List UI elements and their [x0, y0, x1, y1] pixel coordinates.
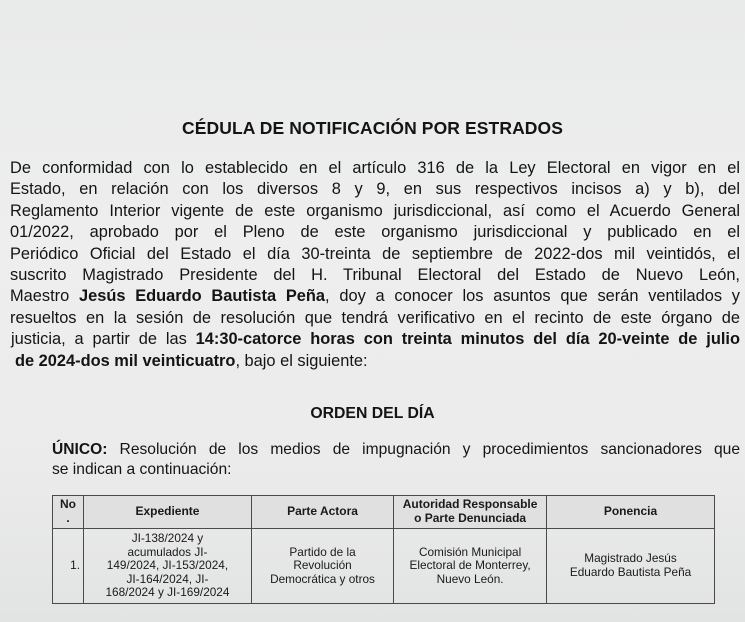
header-expediente: Expediente: [84, 496, 252, 529]
paragraph-line-6: suscrito Magistrado Presidente del H. Tribunal Electoral del Estado de Nuevo León,: [10, 266, 740, 285]
paragraph-line-7: [10, 286, 740, 307]
header-autoridad-line1: Autoridad Responsable: [402, 497, 538, 512]
table-header-row: [53, 496, 715, 529]
line7-pre: Maestro: [10, 287, 79, 306]
table-row: [53, 529, 715, 604]
header-no-dot: .: [66, 511, 70, 525]
unico-label: ÚNICO:: [52, 441, 108, 458]
session-time: 14:30-catorce horas con treinta minutos del día 20-veinte de julio: [195, 330, 740, 349]
header-no: [53, 496, 84, 529]
unico-line-1: [52, 440, 740, 460]
header-autoridad: [394, 496, 547, 529]
header-autoridad-line2: o Parte Denunciada: [414, 511, 527, 525]
paragraph-line-4: 01/2022, aprobado por el Pleno de este organismo jurisdiccional y publicado en el: [10, 223, 740, 242]
line9-pre: justicia, a partir de las: [11, 330, 196, 349]
expediente-line: 168/2024 y JI-169/2024: [105, 585, 230, 600]
header-ponencia: Ponencia: [547, 496, 715, 529]
expediente-line: acumulados JI-: [127, 544, 208, 559]
paragraph-line-3: Reglamento Interior vigente de este organismo jurisdiccional, así como el Acuerdo General: [10, 201, 740, 220]
ponencia-line: Magistrado Jesús: [584, 551, 677, 566]
autoridad-line: Comisión Municipal: [418, 544, 522, 559]
paragraph-line-8: resueltos en la sesión de resolución que tendrá verificativo en el recinto de este órgano de: [10, 308, 740, 327]
agenda-table: [52, 495, 715, 604]
cell-ponencia: [547, 529, 715, 604]
parte-line: Democrática y otros: [270, 571, 375, 586]
paragraph-line-2: Estado, en relación con los diversos 8 y 9, en sus respectivos incisos a) y b), del: [10, 180, 740, 199]
parte-line: Partido de la: [289, 544, 356, 559]
cell-expediente: [84, 529, 252, 604]
cell-no: 1.: [53, 529, 84, 604]
expediente-line: 149/2024, JI-153/2024,: [106, 558, 229, 573]
unico-paragraph: [52, 440, 740, 479]
magistrate-name: Jesús Eduardo Bautista Peña: [78, 287, 326, 306]
ponencia-line: Eduardo Bautista Peña: [569, 565, 692, 579]
parte-line: Revolución: [293, 558, 352, 573]
unico-text-1: Resolución de los medios de impugnación y procedimientos sancionadores que: [107, 441, 740, 458]
session-year: de 2024-dos mil veinticuatro: [15, 351, 236, 370]
cell-autoridad: [394, 529, 547, 604]
expediente-line: JI-164/2024, JI-: [126, 571, 209, 586]
agenda-title: ORDEN DEL DÍA: [310, 405, 435, 422]
document-title: CÉDULA DE NOTIFICACIÓN POR ESTRADOS: [181, 118, 564, 138]
expediente-line: JI-138/2024 y: [131, 531, 204, 546]
cell-parte-actora: [251, 529, 393, 604]
paragraph-line-9: [10, 329, 740, 350]
header-parte-actora: Parte Actora: [251, 496, 393, 529]
unico-line-2: se indican a continuación:: [52, 460, 232, 478]
notification-paragraph: [10, 158, 740, 372]
autoridad-line: Electoral de Monterrey,: [409, 558, 531, 573]
line10-post: , bajo el siguiente:: [235, 351, 368, 370]
paragraph-line-10: [10, 351, 740, 372]
paragraph-line-1: De conformidad con lo establecido en el artículo 316 de la Ley Electoral en vigor en el: [10, 159, 740, 177]
line7-post: , doy a conocer los asuntos que serán ventilados y: [325, 287, 740, 306]
paragraph-line-5: Periódico Oficial del Estado el día 30-treinta de septiembre de 2022-dos mil veintidós, el: [10, 244, 740, 263]
header-no-label: No: [60, 497, 76, 512]
autoridad-line: Nuevo León.: [436, 571, 504, 586]
